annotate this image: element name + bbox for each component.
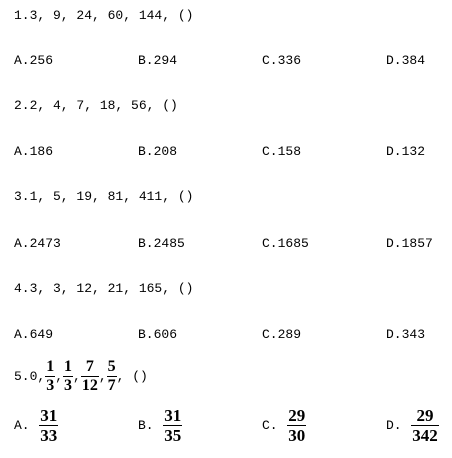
option-label: D.	[386, 418, 402, 433]
question-3-option-c: C.1685	[262, 236, 309, 251]
question-5-term-2	[63, 358, 73, 395]
question-2-stem: 2.2, 4, 7, 18, 56, ()	[14, 98, 178, 113]
fraction-denominator: 3	[46, 377, 55, 394]
question-4-option-c: C.289	[262, 327, 302, 342]
question-4-stem: 4.3, 3, 12, 21, 165, ()	[14, 281, 194, 296]
question-5-option-b	[138, 406, 182, 445]
fraction-denominator: 35	[164, 426, 182, 445]
option-label: A.	[14, 418, 30, 433]
question-2-option-d: D.132	[386, 144, 426, 159]
question-1-option-d: D.384	[386, 53, 426, 68]
fraction-denominator: 12	[81, 377, 98, 394]
fraction-numerator: 1	[64, 358, 73, 375]
question-1-option-c: C.336	[262, 53, 302, 68]
question-5-term-1	[45, 358, 55, 395]
question-3-option-b: B.2485	[138, 236, 185, 251]
question-5-separator: ,	[73, 369, 81, 384]
question-4-option-b: B.606	[138, 327, 178, 342]
option-fraction	[411, 406, 439, 445]
question-5-stem	[14, 358, 148, 395]
fraction-numerator: 1	[46, 358, 55, 375]
option-fraction	[287, 406, 306, 445]
question-3-stem: 3.1, 5, 19, 81, 411, ()	[14, 189, 194, 204]
question-5-option-c	[262, 406, 306, 445]
fraction-denominator: 30	[288, 426, 306, 445]
fraction-denominator: 33	[40, 426, 58, 445]
question-5-option-d	[386, 406, 439, 445]
option-label: C.	[262, 418, 278, 433]
question-4-option-a: A.649	[14, 327, 54, 342]
question-5-separator: ,	[55, 369, 64, 384]
question-1-option-b: B.294	[138, 53, 178, 68]
option-label: B.	[138, 418, 154, 433]
fraction-numerator: 5	[107, 358, 116, 375]
option-fraction	[39, 406, 58, 445]
fraction-numerator: 29	[416, 406, 434, 425]
question-3-option-a: A.2473	[14, 236, 61, 251]
question-1-option-a: A.256	[14, 53, 54, 68]
fraction-denominator: 7	[107, 377, 116, 394]
fraction-numerator: 7	[85, 358, 94, 375]
question-5-option-a	[14, 406, 58, 445]
fraction-numerator: 29	[288, 406, 306, 425]
option-fraction	[163, 406, 182, 445]
question-1-stem: 1.3, 9, 24, 60, 144, ()	[14, 8, 194, 23]
question-2-option-b: B.208	[138, 144, 178, 159]
question-2-option-a: A.186	[14, 144, 54, 159]
question-5-prefix: 5.0,	[14, 369, 46, 384]
fraction-denominator: 342	[412, 426, 438, 445]
question-5-term-3	[81, 358, 99, 395]
fraction-numerator: 31	[164, 406, 182, 425]
question-5-suffix: , ()	[116, 369, 148, 384]
fraction-denominator: 3	[64, 377, 73, 394]
question-2-option-c: C.158	[262, 144, 302, 159]
question-4-option-d: D.343	[386, 327, 426, 342]
fraction-numerator: 31	[40, 406, 58, 425]
question-3-option-d: D.1857	[386, 236, 433, 251]
question-5-term-4	[107, 358, 117, 395]
question-5-separator: ,	[98, 369, 107, 384]
